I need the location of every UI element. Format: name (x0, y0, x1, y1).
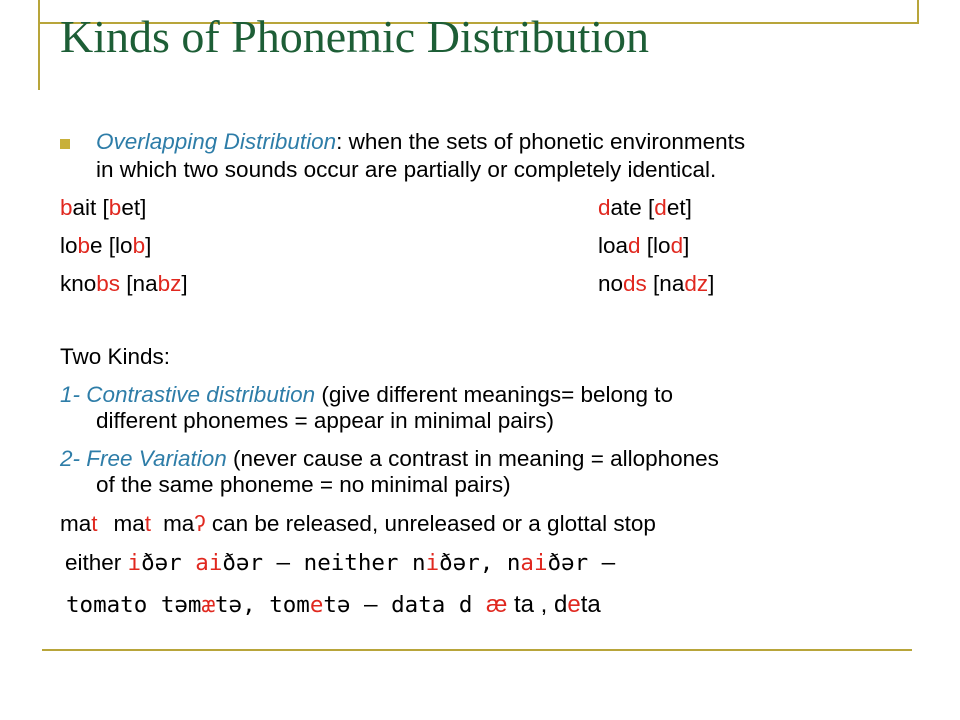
mat-example: mat mat maʔ can be released, unreleased or a glottal stop (60, 511, 656, 536)
slide-title: Kinds of Phonemic Distribution (60, 11, 650, 62)
pair-right: date [det] (598, 195, 692, 220)
title-rule-left (38, 0, 40, 90)
kind2-text: (never cause a contrast in meaning = allophones (226, 446, 719, 471)
kind2-line-1 (60, 445, 719, 473)
pair-right: nods [nadz] (598, 271, 715, 296)
pair-left: bait [bet] (60, 195, 147, 220)
pair-left: knobs [nabz] (60, 271, 188, 296)
kind1-line-2: different phonemes = appear in minimal pairs) (96, 408, 554, 433)
pair-row-1 (60, 194, 692, 222)
two-kinds-heading: Two Kinds: (60, 344, 171, 369)
either-example: either iðər aiðər – neither niðər, naiðər – (65, 550, 616, 576)
overlap-text: : when the sets of phonetic environments (336, 129, 746, 154)
overlap-term: Overlapping Distribution (96, 129, 337, 154)
tomato-example: tomato təmætə, tometə – data d æ ta , deta (66, 591, 601, 618)
kind1-term: 1- Contrastive distribution (60, 382, 316, 407)
pair-row-2 (60, 232, 690, 260)
overlap-line-2: in which two sounds occur are partially or completely identical. (96, 157, 717, 182)
kind2-term: 2- Free Variation (60, 446, 227, 471)
bottom-rule (42, 649, 912, 651)
overlap-line-1 (96, 128, 745, 156)
kind2-line-2: of the same phoneme = no minimal pairs) (96, 472, 511, 497)
title-rule-right (917, 0, 919, 24)
pair-left: lobe [lob] (60, 233, 152, 258)
kind1-line-1 (60, 381, 673, 409)
pair-right: load [lod] (598, 233, 690, 258)
bullet-square-icon (60, 139, 70, 149)
pair-row-3 (60, 270, 715, 298)
kind1-text: (give different meanings= belong to (315, 382, 674, 407)
